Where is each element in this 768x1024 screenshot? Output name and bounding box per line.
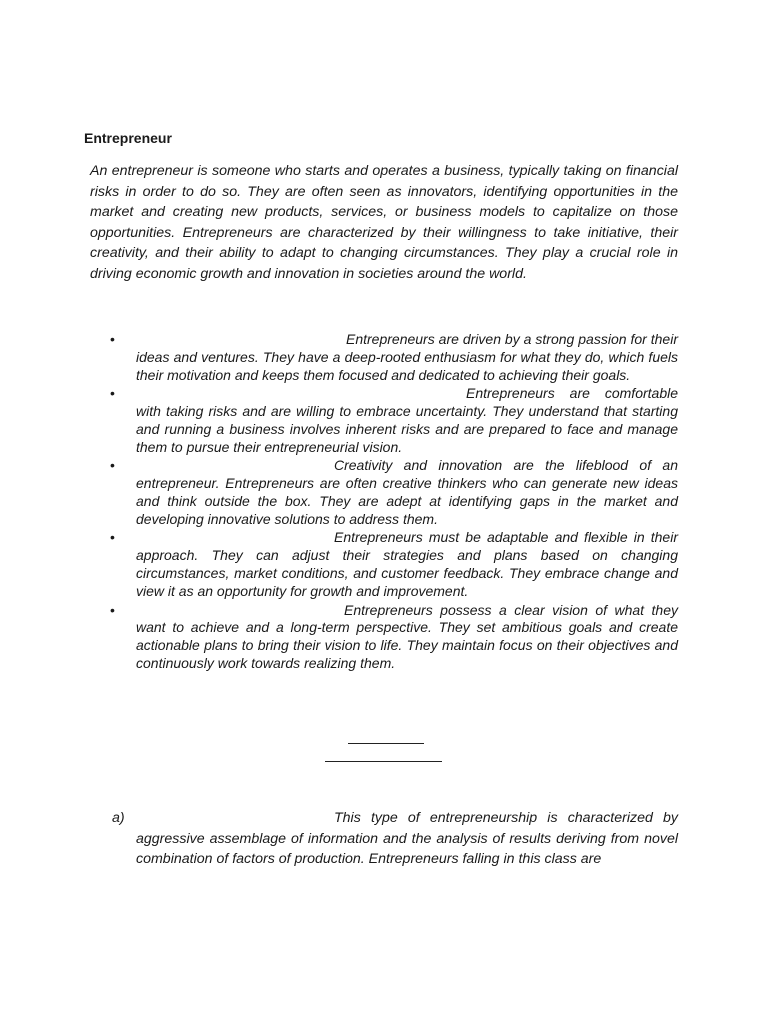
- item-a-label: a): [112, 810, 125, 826]
- intro-paragraph: An entrepreneur is someone who starts and operates a business, typically taking on financial risks in order to do so. They are often seen as innovators, identifying opportunities in the market and creating new products, services, or business models to capitalize on those opportunities. Entrepreneurs are characterized by their willingness to take initiative, their creativity, and their ability to adapt to changing circumstances. They play a crucial role in driving economic growth and innovation in societies around the world.: [90, 163, 678, 282]
- item-a-text: This type of entrepreneurship is characterized by aggressive assemblage of information and the analysis of results deriving from novel combination of factors of production. Entrepreneurs falling in this class are: [136, 810, 678, 868]
- list-item-text: Creativity and innovation are the lifeblood of an entrepreneur. Entrepreneurs are often creative thinkers who can generate new ideas and think outside the box. They are adept at identifying gaps in the market and developing innovative solutions to address them.: [136, 457, 678, 527]
- redacted-line-2: [325, 761, 442, 762]
- bullet-icon: •: [110, 529, 115, 546]
- bullet-icon: •: [110, 601, 115, 618]
- list-item-text: Entrepreneurs must be adaptable and flexible in their approach. They can adjust their strategies and plans based on changing circumstances, market conditions, and customer feedback. They embrace change and view it as an opportunity for growth and improvement.: [136, 529, 678, 599]
- list-item: [110, 385, 678, 456]
- section-heading: Entrepreneur: [84, 130, 172, 146]
- item-a: [112, 808, 678, 870]
- redacted-line-1: [348, 743, 424, 744]
- list-item: [110, 331, 678, 384]
- list-item-text: Entrepreneurs possess a clear vision of what they want to achieve and a long-term perspective. They set ambitious goals and create actionable plans to bring their vision to life. They maintain focus on their objectives and continuously work towards realizing them.: [136, 601, 678, 671]
- list-item-text: Entrepreneurs are comfortable with taking risks and are willing to embrace uncertainty. They understand that starting and running a business involves inherent risks and are prepared to face and manage them to pursue their entrepreneurial vision.: [136, 385, 678, 455]
- bullet-icon: •: [110, 457, 115, 474]
- list-item-text: Entrepreneurs are driven by a strong passion for their ideas and ventures. They have a deep-rooted enthusiasm for what they do, which fuels their motivation and keeps them focused and dedicated to achieving their goals.: [136, 331, 678, 383]
- list-item: [110, 602, 678, 673]
- traits-list: [110, 331, 678, 674]
- list-item: [110, 457, 678, 528]
- bullet-icon: •: [110, 331, 115, 347]
- bullet-icon: •: [110, 385, 115, 402]
- list-item: [110, 529, 678, 600]
